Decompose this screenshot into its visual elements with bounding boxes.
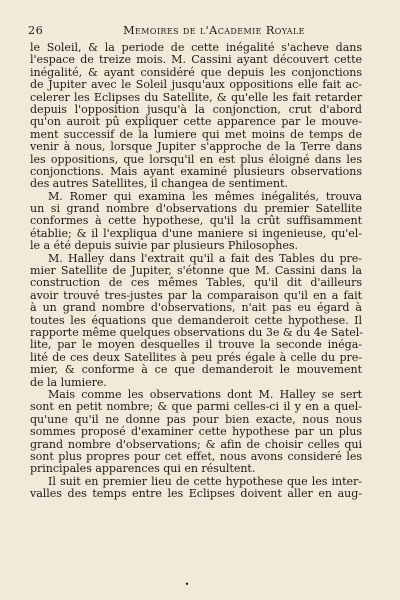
text-line: toutes les équations que demanderoit cette hypothese. Il (30, 313, 362, 327)
text-line: valles des temps entre les Eclipses doivent aller en aug- (30, 487, 362, 501)
text-line: mier Satellite de Jupiter, s'étonne que M. Cassini dans la (30, 264, 362, 278)
text-line: grand nombre d'observations; & afin de choisir celles qui (30, 437, 362, 451)
text-line: M. Romer qui examina les mêmes inégalités, trouva (48, 189, 362, 203)
page-text (30, 42, 362, 500)
text-line: sont plus propres pour cet effet, nous avons consideré les (30, 449, 362, 463)
text-line: M. Halley dans l'extrait qu'il a fait des Tables du pre- (48, 251, 362, 265)
catchword-mark: • (184, 580, 190, 589)
text-line: mier, & conforme à ce que demanderoit le mouvement (30, 363, 362, 377)
text-line: inégalité, & ayant considéré que depuis les conjonctions (30, 65, 362, 79)
text-line: établie; & il l'expliqua d'une maniere si ingenieuse, qu'el- (30, 226, 362, 240)
text-line: sont en petit nombre; & que parmi celles-ci il y en a quel- (30, 400, 362, 414)
text-line: de la lumiere. (30, 375, 107, 389)
text-line: des autres Satellites, il changea de sentiment. (30, 177, 288, 191)
text-line: le a été depuis suivie par plusieurs Philosophes. (30, 239, 299, 253)
text-line: ment successif de la lumiere qui met moins de temps de (30, 127, 362, 141)
text-line: rapporte même quelques observations du 3e & du 4e Satel- (30, 325, 363, 339)
page-header (28, 24, 368, 42)
text-line: avoir trouvé tres-justes par la comparaison qu'il en a fait (30, 288, 362, 302)
text-line: conformes à cette hypothese, qu'il la crût suffisamment (30, 214, 362, 228)
text-line: conjonctions. Mais ayant examiné plusieurs observations (30, 164, 362, 178)
text-line: lite, par le moyen desquelles il trouve la seconde inéga- (30, 338, 362, 352)
text-line: qu'une qu'il ne donne pas pour bien exacte, nous nous (30, 412, 362, 426)
text-line: qu'on auroit pû expliquer cette apparence par le mouve- (30, 115, 362, 129)
text-line: venir à nous, lorsque Jupiter s'approche de la Terre dans (30, 140, 362, 154)
text-line: un si grand nombre d'observations du premier Satellite (30, 202, 362, 216)
text-line: le Soleil, & la periode de cette inégalité s'acheve dans (30, 41, 362, 54)
text-line: à un grand nombre d'observations, n'ait pas eu égard à (30, 301, 362, 315)
text-line: depuis l'opposition jusqu'à la conjonction, crut d'abord (30, 102, 362, 116)
running-head: Memoires de l'Academie Royale (123, 24, 305, 37)
text-line: principales apparences qui en résultent. (30, 462, 256, 476)
text-line: de Jupiter avec le Soleil jusqu'aux oppositions elle fait ac- (30, 78, 362, 92)
page-number: 26 (28, 24, 44, 37)
text-line: l'espace de treize mois. M. Cassini ayant découvert cette (30, 53, 362, 67)
text-line: Mais comme les observations dont M. Halley se sert (48, 387, 362, 401)
text-line: celerer les Eclipses du Satellite, & qu'elle les fait retarder (30, 90, 362, 104)
text-line: construction de ces mêmes Tables, qu'il dit d'ailleurs (30, 276, 362, 290)
text-line: les oppositions, que lorsqu'il en est plus éloigné dans les (30, 152, 362, 166)
text-line: Il suit en premier lieu de cette hypothese que les inter- (48, 474, 362, 488)
text-line: sommes proposé d'examiner cette hypothese par un plus (30, 425, 362, 439)
text-line: lité de ces deux Satellites à peu prés égale à celle du pre- (30, 350, 362, 364)
